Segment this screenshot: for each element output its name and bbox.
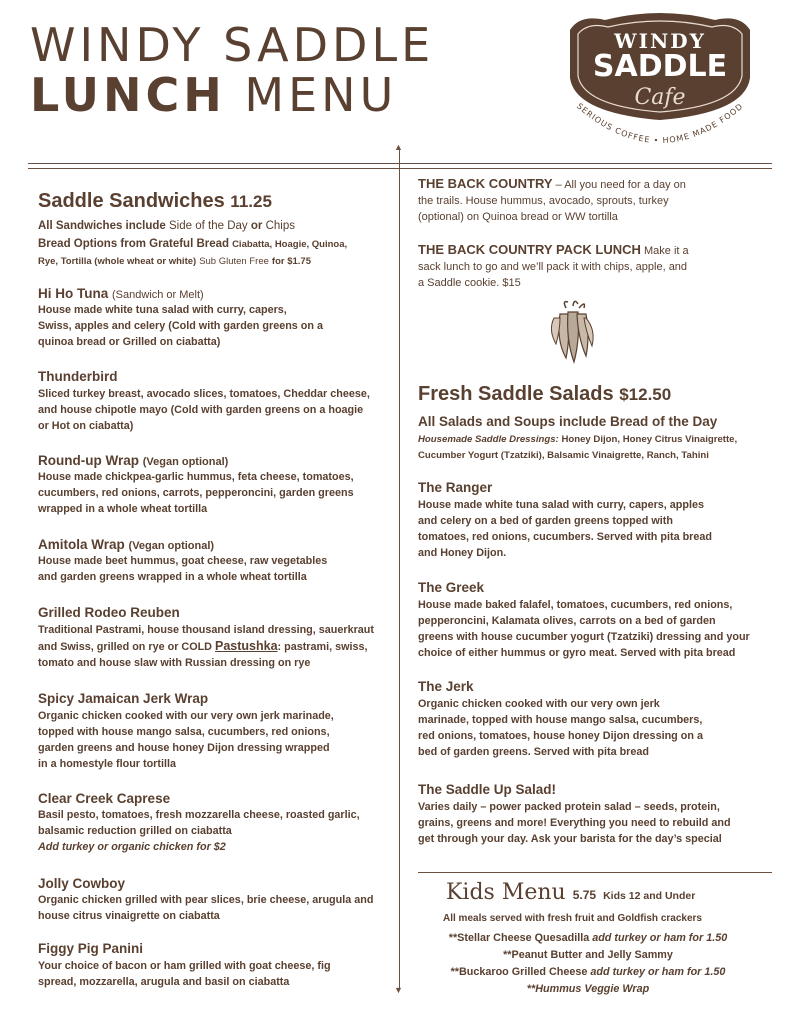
sandwiches-price: 11.25 bbox=[230, 192, 272, 211]
item-jolly-cowboy: Jolly Cowboy bbox=[38, 876, 126, 891]
title-menu: MENU bbox=[244, 68, 398, 122]
kids-item: **Peanut Butter and Jelly Sammy bbox=[503, 949, 673, 961]
item-amitola-wrap: Amitola Wrap (Vegan optional) bbox=[38, 537, 215, 552]
desc-grilled-rodeo-reuben: Traditional Pastrami, house thousand island dressing, sauerkraut and Swiss, grilled on rye or COLD Pastushka: pastrami, swiss, tomato and house slaw with Russian dressing on rye bbox=[38, 624, 374, 669]
desc-round-up-wrap: House made chickpea-garlic hummus, feta cheese, tomatoes, cucumbers, red onions, carrots, pepperoncini, garden greens wrapped in a whole wheat tortilla bbox=[38, 471, 354, 515]
item-the-ranger: The Ranger bbox=[418, 480, 493, 495]
kids-rule bbox=[418, 872, 772, 873]
item-the-jerk: The Jerk bbox=[418, 679, 474, 694]
header-rule-top bbox=[28, 163, 772, 164]
kids-age: Kids 12 and Under bbox=[603, 890, 696, 902]
bread-options: Bread Options from Grateful Bread Ciabatta, Hoagie, Quinoa, Rye, Tortilla (whole wheat or white) Sub Gluten Free for $1.75 bbox=[38, 238, 348, 267]
logo-saddle-text: SADDLE bbox=[592, 49, 728, 84]
sandwiches-title: Saddle Sandwiches 11.25 bbox=[38, 190, 272, 212]
salads-price: $12.50 bbox=[619, 385, 672, 404]
salads-include: All Salads and Soups include Bread of the Day bbox=[418, 414, 718, 429]
menu-title-line2 bbox=[30, 68, 398, 122]
item-saddle-up-salad: The Saddle Up Salad! bbox=[418, 782, 557, 797]
column-divider bbox=[399, 148, 400, 990]
desc-clear-creek-caprese: Basil pesto, tomatoes, fresh mozzarella cheese, roasted garlic, balsamic reduction grilled on ciabatta Add turkey or organic chicken for $2 bbox=[38, 809, 360, 853]
logo-arc-text: SERIOUS COFFEE • HOME MADE FOOD bbox=[575, 101, 745, 146]
item-hi-ho-tuna: Hi Ho Tuna (Sandwich or Melt) bbox=[38, 286, 204, 301]
divider-arrow-top: ▲ bbox=[394, 142, 403, 152]
desc-saddle-up-salad: Varies daily – power packed protein salad – seeds, protein, grains, greens and more! Everything you need to rebuild and get through your day. Ask your barista for the day’s special bbox=[418, 801, 731, 845]
salads-title: Fresh Saddle Salads $12.50 bbox=[418, 383, 672, 405]
desc-jolly-cowboy: Organic chicken grilled with pear slices, brie cheese, arugula and house citrus vinaigrette on ciabatta bbox=[38, 894, 374, 922]
windy-saddle-logo bbox=[560, 8, 760, 158]
root-vegetables-illustration bbox=[546, 300, 600, 364]
kids-price: 5.75 bbox=[572, 888, 597, 902]
kids-items bbox=[418, 930, 758, 998]
divider-arrow-bottom: ▼ bbox=[394, 985, 403, 995]
item-figgy-pig-panini: Figgy Pig Panini bbox=[38, 941, 144, 956]
item-round-up-wrap: Round-up Wrap (Vegan optional) bbox=[38, 453, 229, 468]
kids-note: All meals served with fresh fruit and Goldfish crackers bbox=[443, 913, 702, 924]
item-clear-creek-caprese: Clear Creek Caprese bbox=[38, 791, 171, 806]
menu-title-line1: WINDY SADDLE bbox=[30, 18, 435, 72]
desc-the-greek: House made baked falafel, tomatoes, cucumbers, red onions, pepperoncini, Kalamata olives, carrots on a bed of garden greens with house cucumber yogurt (Tzatziki) dressing and your choice of either hummus or gyro meat. Served with pita bread bbox=[418, 599, 750, 659]
item-grilled-rodeo-reuben: Grilled Rodeo Reuben bbox=[38, 605, 180, 620]
desc-hi-ho-tuna: House made white tuna salad with curry, capers, Swiss, apples and celery (Cold with garden greens on a quinoa bread or Grilled on ciabatta) bbox=[38, 304, 323, 348]
caprese-addon: Add turkey or organic chicken for $2 bbox=[38, 841, 226, 853]
back-country-pack-lunch: THE BACK COUNTRY PACK LUNCH Make it a sack lunch to go and we’ll pack it with chips, apple, and a Saddle cookie. $15 bbox=[418, 242, 689, 289]
title-lunch: LUNCH bbox=[30, 68, 226, 122]
salad-dressings: Housemade Saddle Dressings: Honey Dijon, Honey Citrus Vinaigrette, Cucumber Yogurt (Tzatziki), Balsamic Vinaigrette, Ranch, Tahini bbox=[418, 434, 738, 461]
desc-the-jerk: Organic chicken cooked with our very own jerk marinade, topped with house mango salsa, cucumbers, red onions, tomatoes, house honey Dijon dressing on a bed of garden greens. Served with pita bread bbox=[418, 698, 703, 758]
back-country: THE BACK COUNTRY – All you need for a day on the trails. House hummus, avocado, sprouts, turkey (optional) on Quinoa bread or WW tortilla bbox=[418, 176, 686, 223]
kids-menu-title: Kids Menu 5.75 Kids 12 and Under bbox=[446, 880, 696, 905]
logo-cafe-text: Cafe bbox=[634, 85, 686, 110]
kids-item: **Hummus Veggie Wrap bbox=[526, 983, 650, 995]
item-thunderbird: Thunderbird bbox=[38, 369, 118, 384]
kids-item: **Buckaroo Grilled Cheese add turkey or ham for 1.50 bbox=[450, 966, 726, 978]
item-the-greek: The Greek bbox=[418, 580, 485, 595]
desc-thunderbird: Sliced turkey breast, avocado slices, tomatoes, Cheddar cheese, and house chipotle mayo (Cold with garden greens on a hoagie or Hot on ciabatta) bbox=[38, 388, 370, 432]
header-rule-bottom bbox=[28, 168, 772, 169]
logo-windy-text: WINDY bbox=[614, 29, 706, 53]
desc-figgy-pig-panini: Your choice of bacon or ham grilled with goat cheese, fig spread, mozzarella, arugula and basil on ciabatta bbox=[38, 960, 331, 988]
sandwiches-include: All Sandwiches include Side of the Day or Chips bbox=[38, 220, 295, 232]
kids-item: **Stellar Cheese Quesadilla add turkey or ham for 1.50 bbox=[448, 932, 728, 944]
back-country-title: THE BACK COUNTRY bbox=[418, 176, 553, 191]
item-spicy-jamaican-jerk-wrap: Spicy Jamaican Jerk Wrap bbox=[38, 691, 209, 706]
desc-spicy-jamaican-jerk-wrap: Organic chicken cooked with our very own jerk marinade, topped with house mango salsa, cucumbers, red onions, garden greens and house honey Dijon dressing wrapped in a homestyle flour tortilla bbox=[38, 710, 334, 770]
desc-amitola-wrap: House made beet hummus, goat cheese, raw vegetables and garden greens wrapped in a whole wheat tortilla bbox=[38, 555, 328, 583]
desc-the-ranger: House made white tuna salad with curry, capers, apples and celery on a bed of garden greens topped with tomatoes, red onions, cucumbers. Served with pita bread and Honey Dijon. bbox=[418, 499, 712, 559]
pack-lunch-title: THE BACK COUNTRY PACK LUNCH bbox=[418, 242, 641, 257]
pastushka-label: Pastushka bbox=[214, 639, 278, 653]
